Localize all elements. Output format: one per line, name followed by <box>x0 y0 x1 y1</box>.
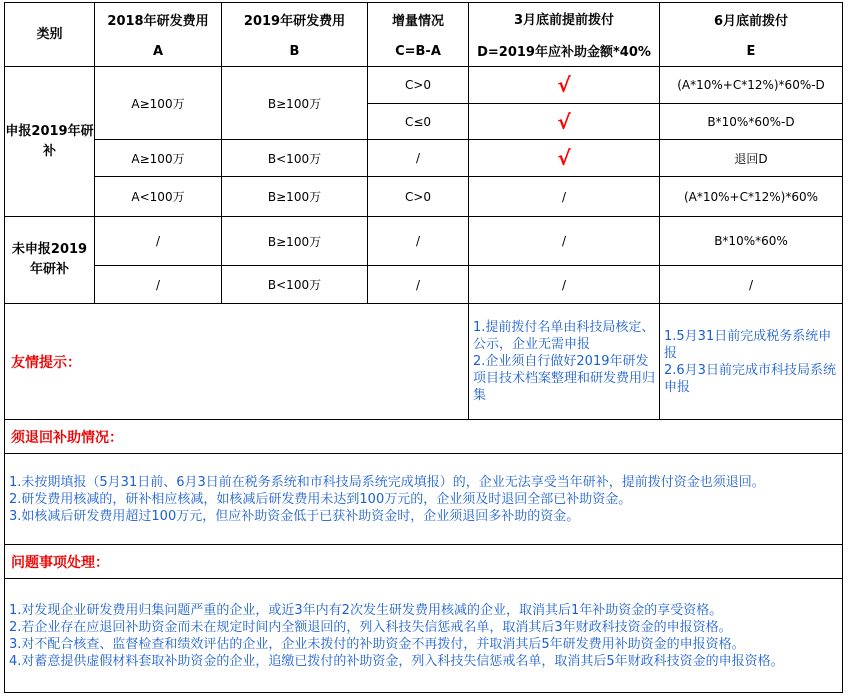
cell-e: / <box>659 265 843 304</box>
tip-item: 1.5月31日前完成税务系统申报 <box>664 328 832 361</box>
cell-c: / <box>367 139 469 177</box>
tips-d <box>468 303 660 420</box>
cell-c: C>0 <box>367 66 469 104</box>
header-e-title: 6月底前拨付 <box>713 14 789 30</box>
header-d <box>468 2 660 67</box>
cell-a: A<100万 <box>94 176 222 217</box>
header-c-symbol: C=B-A <box>395 43 441 59</box>
group-undeclared: 未申报2019年研补 <box>4 216 95 304</box>
refund-item: 2.研发费用核减的，研补相应核减，如核减后研发费用未达到100万元的，企业须及时退回全部已补助资金。 <box>9 491 632 507</box>
cell-a: / <box>94 216 222 266</box>
issue-item: 3.对不配合核查、监督检查和绩效评估的企业，企业未拨付的补助资金不再拨付，并取消其后5年研发费用补助资金的申报资格。 <box>9 636 745 652</box>
header-e-symbol: E <box>746 43 756 59</box>
header-c <box>367 2 469 67</box>
header-e <box>659 2 843 67</box>
group-declared: 申报2019年研补 <box>4 66 95 217</box>
header-a-symbol: A <box>152 43 164 59</box>
cell-b: B<100万 <box>221 139 368 177</box>
header-a <box>94 2 222 67</box>
check-icon: √ <box>468 139 660 177</box>
cell-e: (A*10%+C*12%)*60% <box>659 176 843 217</box>
header-c-title: 增量情况 <box>391 14 444 30</box>
tips-title: 友情提示： <box>4 303 469 420</box>
cell-a: A≥100万 <box>94 66 222 140</box>
tip-item: 2.6月3日前完成市科技局系统申报 <box>664 362 836 395</box>
issues-title: 问题事项处理： <box>4 544 843 579</box>
refund-list <box>4 453 843 545</box>
issues-list <box>4 578 843 693</box>
header-d-symbol: D=2019年应补助金额*40% <box>477 44 651 60</box>
cell-a: A≥100万 <box>94 139 222 177</box>
header-d-title: 3月底前提前拨付 <box>513 13 615 29</box>
cell-c: / <box>367 265 469 304</box>
cell-b: B≥100万 <box>221 216 368 266</box>
tip-item: 1.提前拨付名单由科技局核定、公示，企业无需申报 <box>473 320 655 352</box>
header-b-title: 2019年研发费用 <box>243 14 346 30</box>
issue-item: 1.对发现企业研发费用归集问题严重的企业，或近3年内有2次发生研发费用核减的企业，取消其后1年补助资金的享受资格。 <box>9 602 723 618</box>
header-b <box>221 2 368 67</box>
refund-item: 1.未按期填报（5月31日前、6月3日前在税务系统和市科技局系统完成填报）的，企业无法享受当年研补，提前拨付资金也须退回。 <box>9 474 765 490</box>
check-icon: √ <box>468 66 660 104</box>
issue-item: 2.若企业存在应退回补助资金而未在规定时间内全额退回的，列入科技失信惩戒名单，取消其后3年财政科技资金的申报资格。 <box>9 619 732 635</box>
refund-title: 须退回补助情况： <box>4 419 843 454</box>
header-category: 类别 <box>4 2 95 67</box>
cell-c: C>0 <box>367 176 469 217</box>
cell-e: B*10%*60% <box>659 216 843 266</box>
cell-d: / <box>468 216 660 266</box>
cell-b: B<100万 <box>221 265 368 304</box>
issue-item: 4.对蓄意提供虚假材料套取补助资金的企业，追缴已拨付的补助资金，列入科技失信惩戒名单，取消其后5年财政科技资金的申报资格。 <box>9 653 784 669</box>
refund-item: 3.如核减后研发费用超过100万元，但应补助资金低于已获补助资金时，企业须退回多补助的资金。 <box>9 508 580 524</box>
cell-d: / <box>468 265 660 304</box>
header-b-symbol: B <box>289 43 300 59</box>
cell-d: / <box>468 176 660 217</box>
tip-item: 2.企业须自行做好2019年研发项目技术档案整理和研发费用归集 <box>473 354 656 403</box>
cell-a: / <box>94 265 222 304</box>
header-a-title: 2018年研发费用 <box>107 14 209 30</box>
cell-c: C≤0 <box>367 103 469 140</box>
cell-e: B*10%*60%-D <box>659 103 843 140</box>
cell-e: 退回D <box>659 139 843 177</box>
check-icon: √ <box>468 103 660 140</box>
cell-b: B≥100万 <box>221 176 368 217</box>
tips-e <box>659 303 843 420</box>
cell-c: / <box>367 216 469 266</box>
cell-e: (A*10%+C*12%)*60%-D <box>659 66 843 104</box>
cell-b: B≥100万 <box>221 66 368 140</box>
